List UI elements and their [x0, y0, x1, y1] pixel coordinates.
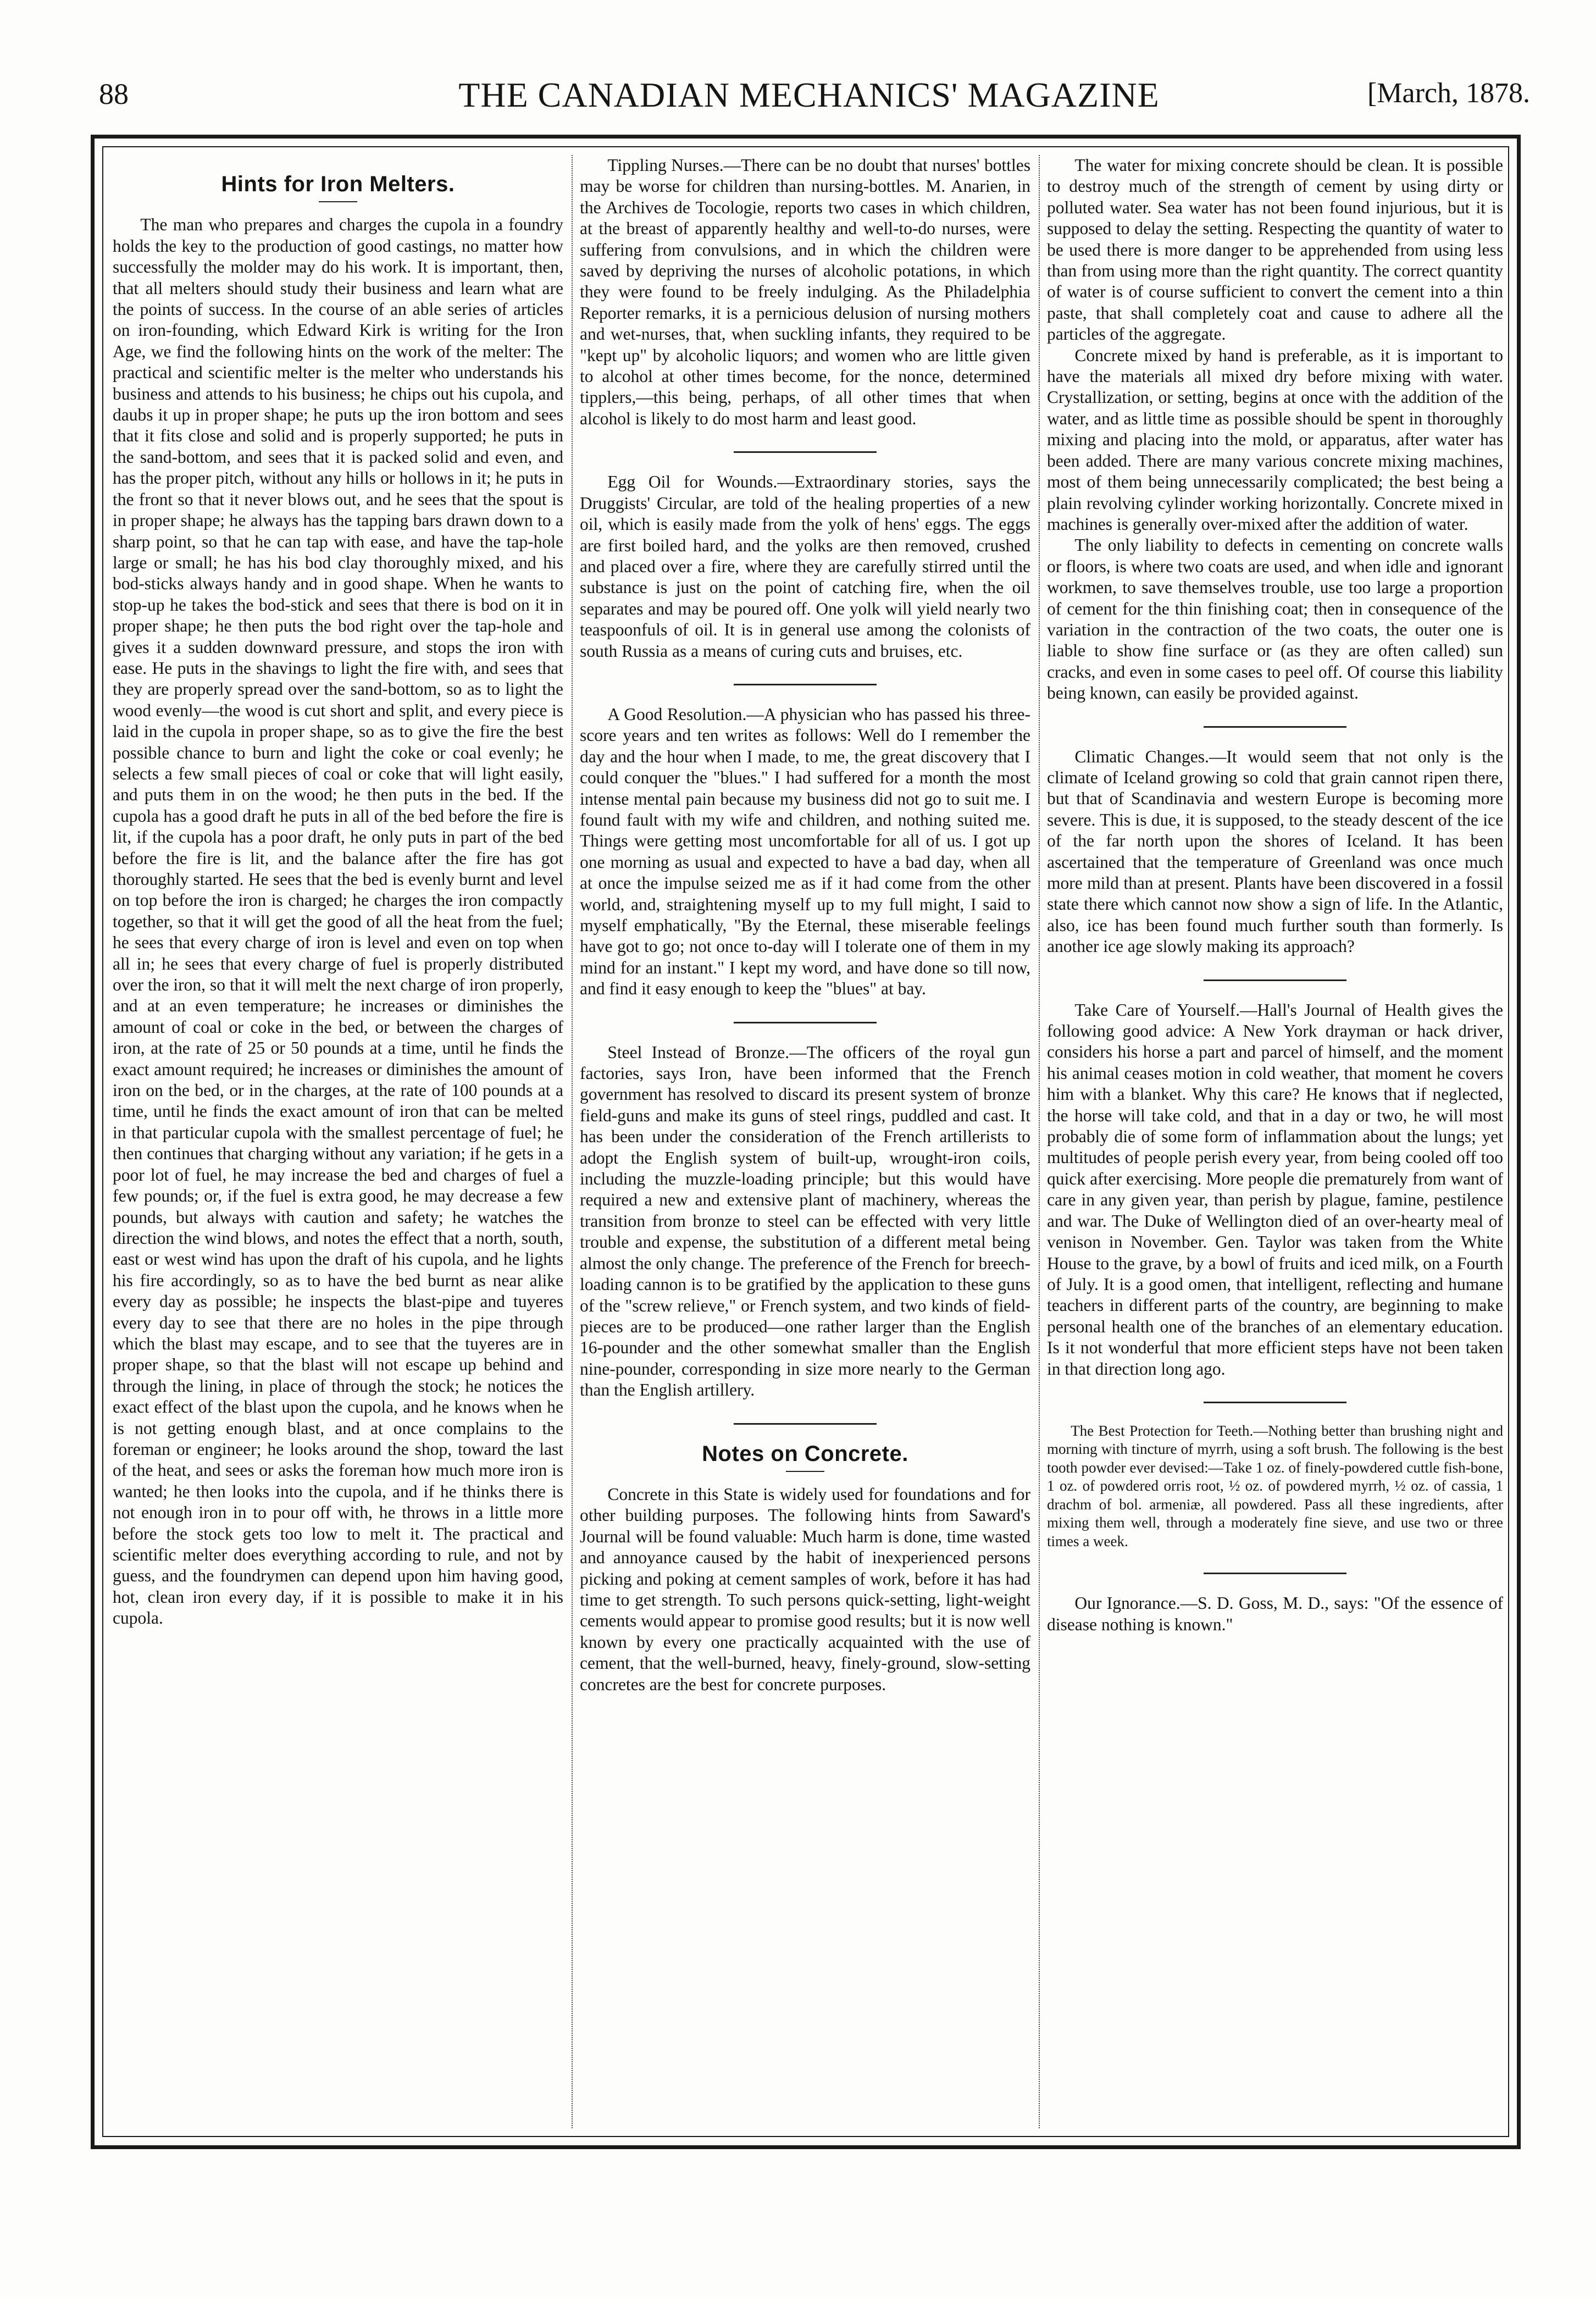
article-our-ignorance: Our Ignorance.—S. D. Goss, M. D., says: "Of the essence of disease nothing is known.": [1047, 1593, 1503, 1634]
concrete-paragraph: Concrete mixed by hand is preferable, as it is important to have the materials all mixed dry before mixing with water. Crystallization, or setting, begins at once with the addition of the water, and as little time as possible should be spent in thoroughly mixing and placing into the mold, or apparatus, after water has been added. There are many various concrete mixing machines, most of them being unnecessarily complicated; the best being a plain revolving cylinder working horizontally. Concrete mixed in machines is generally over-mixed after the addition of water.: [1047, 345, 1503, 534]
article-tippling-nurses: Tippling Nurses.—There can be no doubt that nurses' bottles may be worse for children than nursing-bottles. M. Anarien, in the Archives de Tocologie, reports two cases in which children, at the breast of apparently healthy and well-to-do nurses, were suffering from convulsions, and in which the children were saved by depriving the nurses of alcoholic potations, in which they were found to be freely indulging. As the Philadelphia Reporter remarks, it is a pernicious delusion of nursing mothers and wet-nurses, that, when suckling infants, they required to be "kept up" by alcoholic liquors; and women who are little given to alcohol at other times become, for the nonce, determined tipplers,—this being, perhaps, of all other times that when alcohol is likely to do most harm and least good.: [580, 156, 1030, 428]
column-left: [113, 155, 563, 2128]
column-middle: [580, 155, 1030, 2128]
section-separator: [734, 1423, 877, 1425]
section-separator: [734, 684, 877, 685]
heading-dash: [786, 1471, 824, 1472]
page-header: [88, 71, 1530, 115]
article-egg-oil: Egg Oil for Wounds.—Extraordinary stories, says the Druggists' Circular, are told of the healing properties of a new oil, which is easily made from the yolk of hens' eggs. The eggs are first boiled hard, and the yolks are then removed, crushed and placed over a fire, where they are carefully stirred until the substance is just on the point of catching fire, when the oil separates and may be poured off. One yolk will yield nearly two teaspoonfuls of oil. It is in general use among the colonists of south Russia as a means of curing cuts and bruises, etc.: [580, 472, 1030, 661]
article-concrete-body: Concrete in this State is widely used for foundations and for other building purposes. The following hints from Saward's Journal will be found valuable: Much harm is done, time wasted and annoyance caused by the habit of inexperienced persons picking and poking at cement samples of work, before it has had time to get strength. To such persons quick-setting, light-weight cements would appear to promise good results; but it is now well known by every one practically acquainted with the use of cement, that the well-burned, heavy, finely-ground, slow-setting concretes are the best for concrete purposes.: [580, 1484, 1030, 1694]
column-right: [1047, 155, 1503, 2128]
column-rule: [1039, 155, 1040, 2128]
article-teeth: The Best Protection for Teeth.—Nothing better than brushing night and morning with tincture of myrrh, using a soft brush. The following is the best tooth powder ever devised:—Take 1 oz. of finely-powdered cuttle fish-bone, 1 oz. of powdered orris root, ½ oz. of powdered myrrh, ½ oz. of cassia, 1 drachm of bol. armeniæ, all powdered. Pass all these ingredients, after mixing them well, through a moderately fine sieve, and use two or three times a week.: [1047, 1422, 1503, 1549]
article-good-resolution: A Good Resolution.—A physician who has passed his three-score years and ten writes as follows: Well do I remember the day and the hour when I made, to me, the great discovery that I could conquer the "blues." I had suffered for a month the most intense mental pain because my business did not go to suit me. I found fault with my wife and children, and nothing suited me. Things were getting most uncomfortable for all of us. I got up one morning as usual and expected to have a bad day, when all at once the impulse seized me as if it had come from the other world, and, straightening myself up to my full might, I said to myself emphatically, "By the Eternal, these miserable feelings have got to go; not once to-day will I tolerate one of them in my mind for an instant." I kept my word, and have done so till now, and find it easy enough to keep the "blues" at bay.: [580, 704, 1030, 999]
article-take-care: Take Care of Yourself.—Hall's Journal of Health gives the following good advice: A New York drayman or hack driver, considers his horse a part and parcel of himself, and the moment his animal ceases motion in cold weather, that moment he covers him with a blanket. Why this care? He knows that if neglected, the horse will take cold, and that in a day or two, he will most probably die of some form of inflammation about the lungs; yet multitudes of people perish every year, from being cooled off too quick after exercising. More people die prematurely from want of care in any given year, than perish by plague, famine, pestilence and war. The Duke of Wellington died of an over-hearty meal of venison in November. Gen. Taylor was taken from the White House to the grave, by a bowl of fruits and iced milk, on a Fourth of July. It is a good omen, that intelligent, reflecting and humane teachers in different parts of the country, are beginning to make personal health one of the branches of an elementary education. Is it not wonderful that more efficient steps have not been taken in that direction long ago.: [1047, 1000, 1503, 1379]
article-climatic-changes: Climatic Changes.—It would seem that not only is the climate of Iceland growing so cold that grain cannot ripen there, but that of Scandinavia and western Europe is becoming more severe. This is due, it is supposed, to the steady descent of the ice of the far north upon the shores of Iceland. It has been ascertained that the temperature of Greenland was once much more mild than at present. Plants have been discovered in a fossil state there which cannot now show a sign of life. In the Atlantic, also, ice has been found much further south than formerly. Is another ice age slowly making its approach?: [1047, 746, 1503, 956]
column-rule: [572, 155, 573, 2128]
section-separator: [1204, 979, 1346, 981]
section-separator: [734, 451, 877, 453]
concrete-paragraph: The only liability to defects in cementing on concrete walls or floors, is where two coats are used, and when idle and ignorant workmen, to save themselves trouble, use too large a proportion of cement for the thin finishing coat; then in consequence of the variation in the contraction of the two coats, the outer one is liable to show fine surface or (as they are often called) sun cracks, and even in some cases to peel off. Of course this liability being known, can easily be provided against.: [1047, 535, 1503, 703]
section-separator: [1204, 1402, 1346, 1403]
article-heading: Hints for Iron Melters.: [221, 172, 455, 196]
issue-date: [March, 1878.: [1367, 78, 1530, 109]
section-separator: [1204, 726, 1346, 728]
magazine-title: THE CANADIAN MECHANICS' MAGAZINE: [458, 75, 1160, 114]
article-steel-bronze: Steel Instead of Bronze.—The officers of the royal gun factories, says Iron, have been informed that the French government has resolved to discard its present system of bronze field-guns and make its guns of steel rings, puddled and cast. It has been under the consideration of the French artillerists to adopt the English system of built-up, wrought-iron coils, including the muzzle-loading principle; but this would have required a new and extensive plant of machinery, whereas the transition from bronze to steel can be effected with very little trouble and expense, the substitution of a different metal being almost the only change. The preference of the French for breech-loading cannon is to be gratified by the application to these guns of the "screw relieve," or French system, and two kinds of field-pieces are to be produced—one rather larger than the English 16-pounder and the other somewhat smaller than the English nine-pounder, corresponding in size more nearly to the German than the English artillery.: [580, 1042, 1030, 1400]
concrete-paragraph: The water for mixing concrete should be clean. It is possible to destroy much of the strength of cement by using dirty or polluted water. Sea water has not been found injurious, but it is supposed to delay the setting. Respecting the quantity of water to be used there is more danger to be apprehended from using less than from using more than the right quantity. The correct quantity of water is of course sufficient to convert the cement into a thin paste, that shall completely coat and cause to adhere all the particles of the aggregate.: [1047, 156, 1503, 344]
page-number: 88: [99, 78, 129, 110]
article-body: The man who prepares and charges the cupola in a foundry holds the key to the production of good castings, no matter how successfully the molder may do his work. It is important, then, that all melters should study their business and learn what are the points of success. In the course of an able series of articles on iron-founding, which Edward Kirk is writing for the Iron Age, we find the following hints on the work of the melter: The practical and scientific melter is the melter who understands his business and attends to his business; he chips out his cupola, and daubs it up in proper shape; he puts up the iron bottom and sees that it fits close and solid and is properly supported; he puts in the sand-bottom, and sees that it is packed solid and even, and has the proper pitch, without any hills or hollows in it; he puts in the front so that it never blows out, and he sees that the spout is in proper shape; he always has the tapping bars drawn down to a sharp point, so that he can tap with ease, and have the tap-hole large or small; he has his bod clay thoroughly mixed, and his bod-sticks always handy and in good shape. When he wants to stop-up he takes the bod-stick and sees that there is bod on it in proper shape; he then puts the bod right over the tap-hole and gives it a sudden downward pressure, and stops the iron with ease. He puts in the shavings to light the fire with, and sees that they are properly spread over the sand-bottom, so as to light the wood evenly—the wood is cut short and split, and every piece is laid in the cupola in proper shape, so as to give the fire the best possible chance to burn and light the coke or coal evenly; he selects a few small pieces of coal or coke that will light easily, and puts them in on the wood; he then puts in the bed. If the cupola has a good draft he puts in all of the bed before the fire is lit, if the cupola has a poor draft, he only puts in part of the bed before the fire is lit, and the balance after the fire has got thoroughly started. He sees that the bed is evenly burnt and level on top before the iron is charged; he charges the iron compactly together, so that it will get the good of all the heat from the fuel; he sees that every charge of iron is level and even on top when all in; he sees that every charge of fuel is properly distributed over the iron, so that it will melt the next charge of iron properly, and at an even temperature; he increases or diminishes the amount of coal or coke in the bed, or between the charges of iron, at the rate of 25 or 50 pounds at a time, until he finds the exact amount required; he increases or diminishes the amount of iron on the bed, or in the charges, at the rate of 100 pounds at a time, until he finds the exact amount of iron that can be melted in that particular cupola with the smallest percentage of fuel; he then continues that charging without any variation; if he gets in a poor lot of fuel, he may increase the bed and charges of fuel a few pounds; or, if the fuel is extra good, he may decrease a few pounds, but always with caution and safety; he watches the direction the wind blows, and notes the effect that a north, south, east or west wind has upon the draft of his cupola, and he lights his fire accordingly, so as to have the bed burnt as near alike every day as possible; he inspects the blast-pipe and tuyeres every day to see that there are no holes in the pipe through which the blast may escape, and to see that the tuyeres are in proper shape, so that the blast will not escape up behind and through the lining, in place of through the stock; he notices the exact effect of the blast upon the cupola, and he knows when he is not getting enough blast, and at once complains to the foreman or engineer; he looks around the shop, toward the last of the heat, and sees or asks the foreman how much more iron is wanted; he then looks into the cupola, and if he thinks there is not enough iron in to pour off with, he throws in a little more before the stock gets too low to melt it. The practical and scientific melter does everything according to rule, and not by guess, and the foundrymen can depend upon him having good, hot, clean iron every day, if it is possible to make it in his cupola.: [113, 215, 563, 1628]
heading-dash: [319, 201, 357, 202]
article-heading: Notes on Concrete.: [702, 1441, 908, 1466]
section-separator: [734, 1022, 877, 1023]
section-separator: [1204, 1573, 1346, 1574]
